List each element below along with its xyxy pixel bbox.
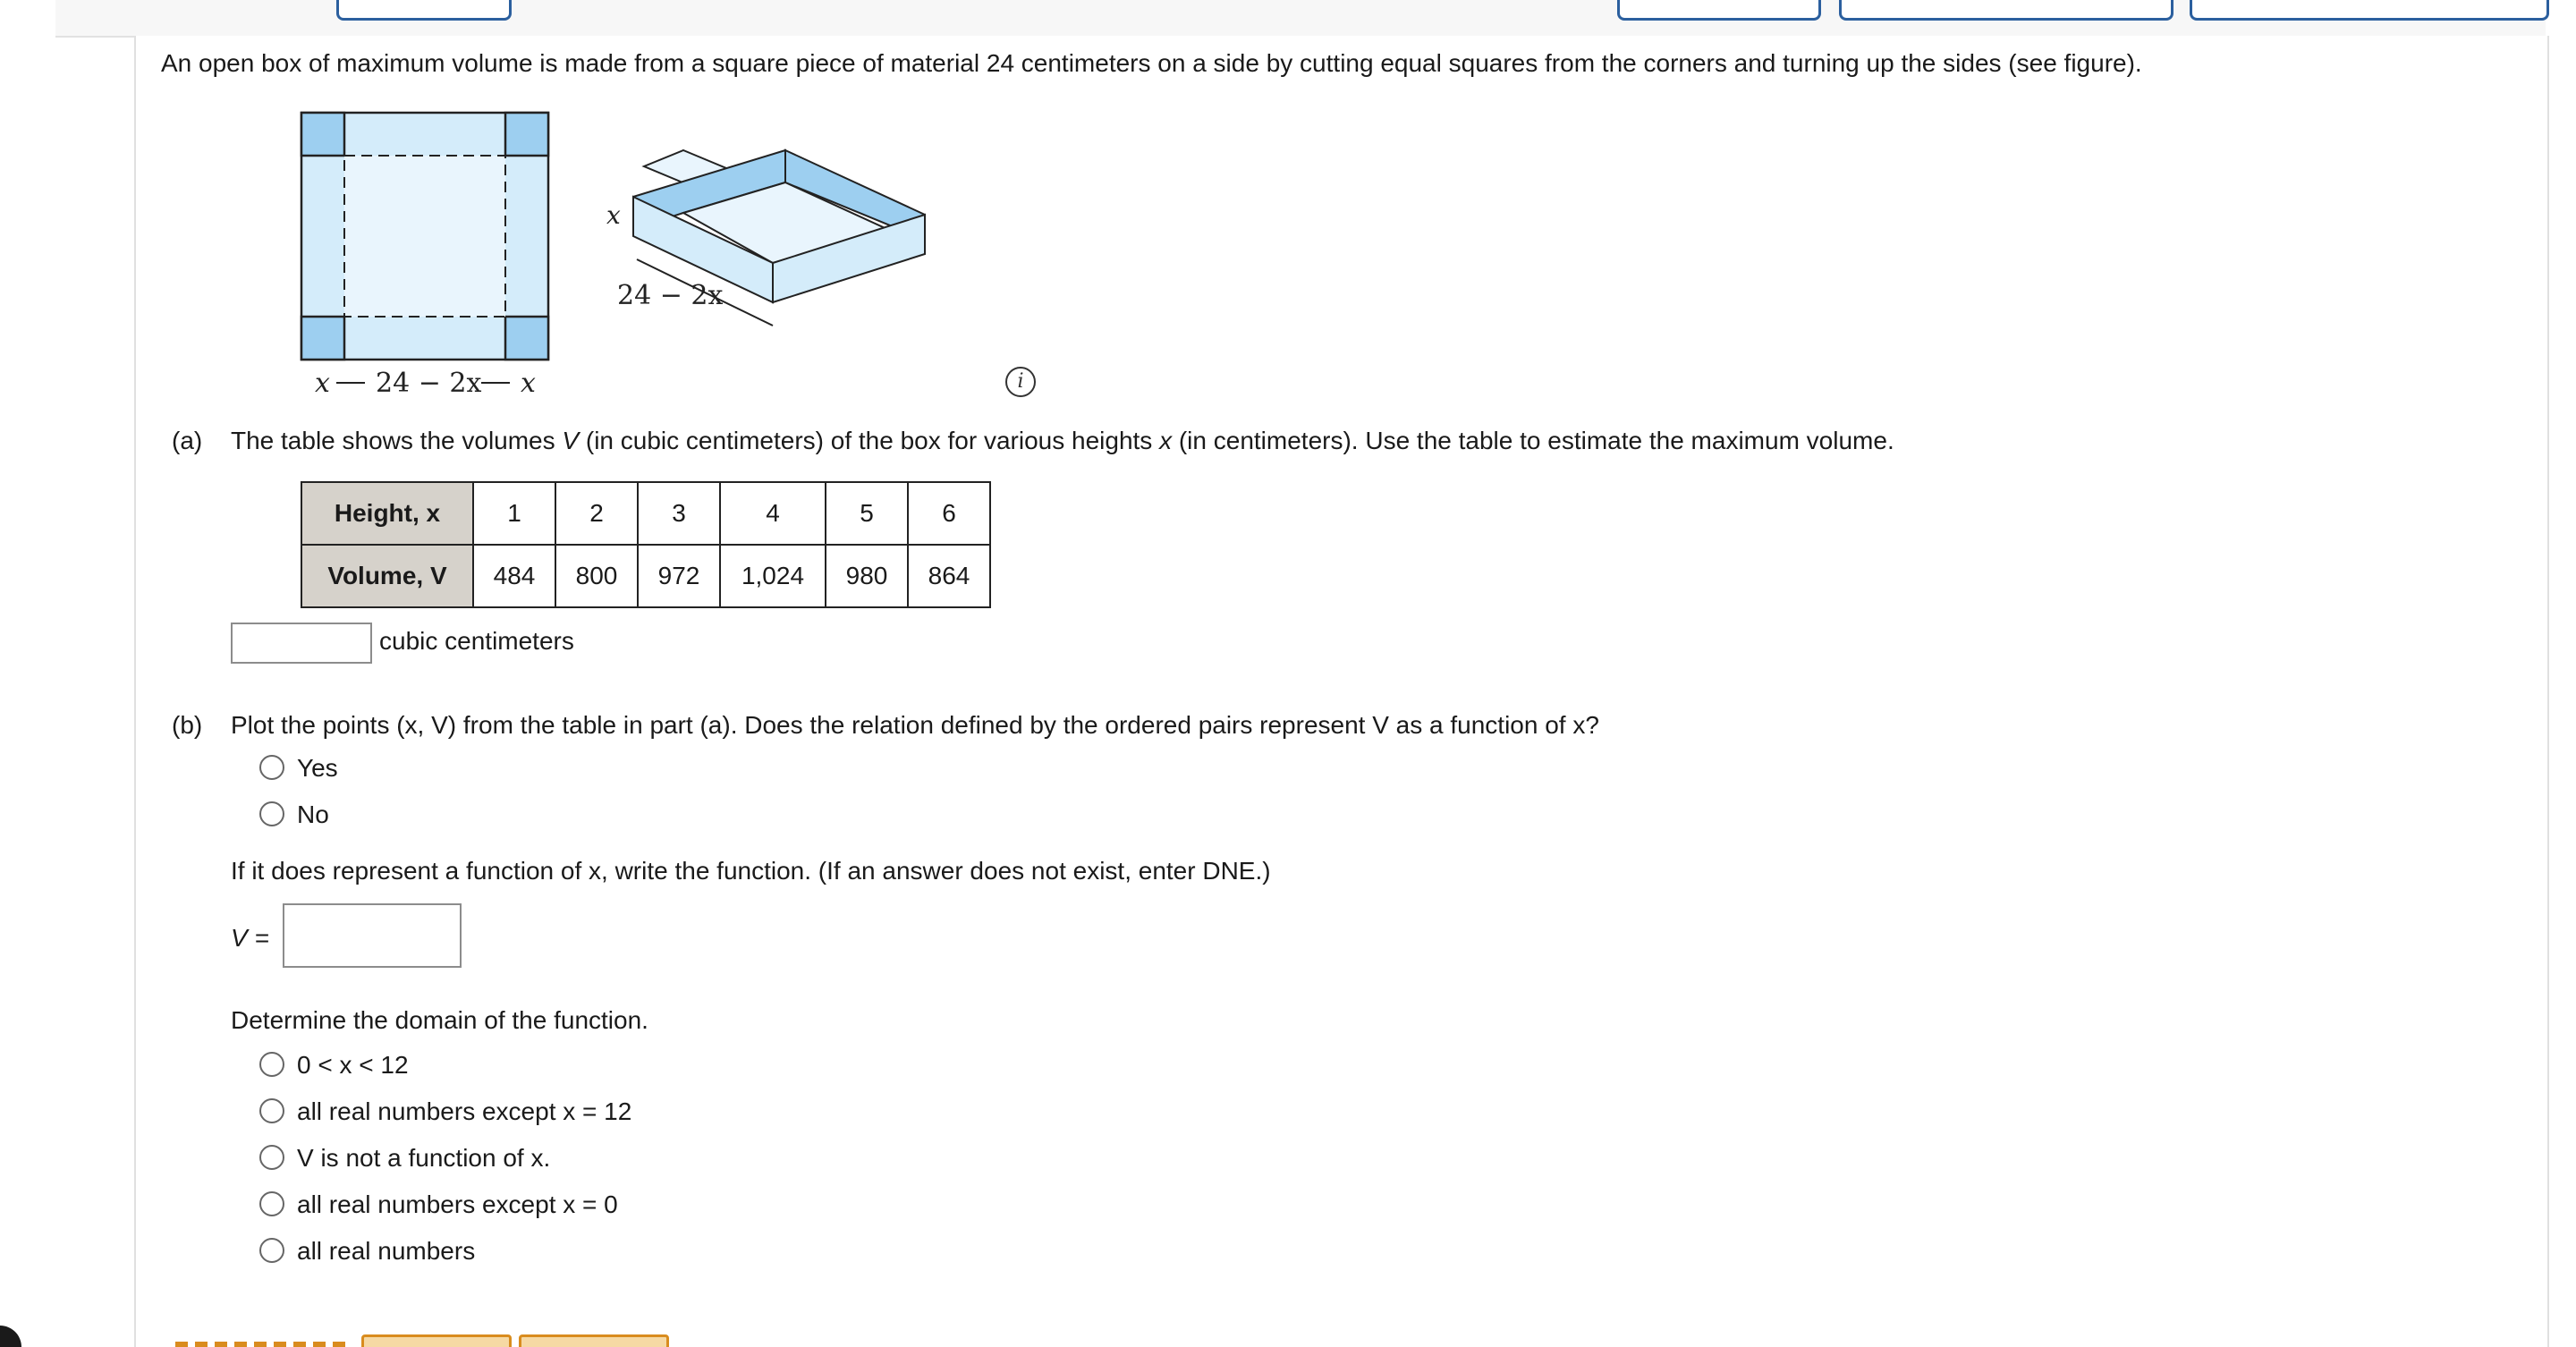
read-it-button[interactable] xyxy=(361,1334,512,1347)
function-prompt: If it does represent a function of x, write the function. (If an answer does not exist, enter DNE.) xyxy=(231,857,1271,885)
cut-corner-tl xyxy=(301,113,344,156)
intro-text: An open box of maximum volume is made from a square piece of material 24 centimeters on a side by cutting equal squares from the corners and turning up the sides (see figure). xyxy=(161,49,2142,77)
flat-label-mid: 24 − 2x xyxy=(376,368,482,399)
domain-option-label: all real numbers except x = 0 xyxy=(297,1190,618,1218)
radio-domain-3[interactable] xyxy=(259,1191,284,1216)
toolbar-button-1[interactable] xyxy=(336,0,512,21)
radio-domain-4[interactable] xyxy=(259,1238,284,1263)
max-volume-unit: cubic centimeters xyxy=(379,627,574,655)
function-label: V = xyxy=(231,924,269,952)
option-no-label: No xyxy=(297,801,329,828)
domain-option-label: 0 < x < 12 xyxy=(297,1051,409,1079)
toolbar-button-2[interactable] xyxy=(1617,0,1821,21)
radio-no[interactable] xyxy=(259,801,284,826)
table-header-volume: Volume, V xyxy=(301,545,473,607)
flat-label-x-right: x xyxy=(521,368,536,399)
table-cell-volume: 484 xyxy=(473,545,555,607)
box-figure xyxy=(295,106,984,401)
volume-table xyxy=(301,481,991,608)
table-cell-volume: 980 xyxy=(826,545,908,607)
window-corner xyxy=(0,1326,21,1347)
max-volume-input[interactable] xyxy=(231,623,372,664)
table-cell-volume: 972 xyxy=(638,545,720,607)
part-a-label: (a) xyxy=(172,427,203,454)
flat-label-x-left: x xyxy=(315,368,330,399)
part-b-question: Plot the points (x, V) from the table in part (a). Does the relation defined by the ordered pairs represent V as a function of x? xyxy=(231,711,1599,739)
domain-option-label: V is not a function of x. xyxy=(297,1144,551,1172)
table-row-height xyxy=(301,482,990,545)
table-row-volume xyxy=(301,545,990,607)
radio-yes[interactable] xyxy=(259,755,284,780)
table-cell-volume: 864 xyxy=(908,545,990,607)
table-cell-height: 1 xyxy=(473,482,555,545)
part-a-question: The table shows the volumes V (in cubic centimeters) of the box for various heights x (in centimeters). Use the table to estimate the maximum volume. xyxy=(231,427,1894,454)
box-label-mid: 24 − 2x xyxy=(617,280,724,311)
table-header-height: Height, x xyxy=(301,482,473,545)
domain-option-label: all real numbers except x = 12 xyxy=(297,1097,632,1125)
table-cell-height: 2 xyxy=(555,482,638,545)
toolbar-button-3[interactable] xyxy=(1839,0,2174,21)
cut-corner-tr xyxy=(505,113,548,156)
top-toolbar xyxy=(55,0,2546,38)
toolbar-button-4[interactable] xyxy=(2190,0,2549,21)
table-cell-height: 5 xyxy=(826,482,908,545)
part-b-label: (b) xyxy=(172,711,203,739)
cut-corner-bl xyxy=(301,317,344,360)
info-icon[interactable]: i xyxy=(1005,367,1036,397)
domain-prompt: Determine the domain of the function. xyxy=(231,1006,648,1034)
radio-domain-0[interactable] xyxy=(259,1052,284,1077)
option-yes-label: Yes xyxy=(297,754,338,782)
domain-option-label: all real numbers xyxy=(297,1237,476,1265)
table-cell-height: 3 xyxy=(638,482,720,545)
table-cell-height: 4 xyxy=(720,482,826,545)
table-cell-height: 6 xyxy=(908,482,990,545)
radio-domain-1[interactable] xyxy=(259,1098,284,1123)
flat-base xyxy=(344,156,505,317)
table-cell-volume: 1,024 xyxy=(720,545,826,607)
box-label-x: x xyxy=(606,200,621,230)
function-input[interactable] xyxy=(283,903,462,968)
radio-domain-2[interactable] xyxy=(259,1145,284,1170)
cut-corner-br xyxy=(505,317,548,360)
watch-it-button[interactable] xyxy=(519,1334,669,1347)
table-cell-volume: 800 xyxy=(555,545,638,607)
need-help-label-cutoff xyxy=(175,1338,345,1347)
